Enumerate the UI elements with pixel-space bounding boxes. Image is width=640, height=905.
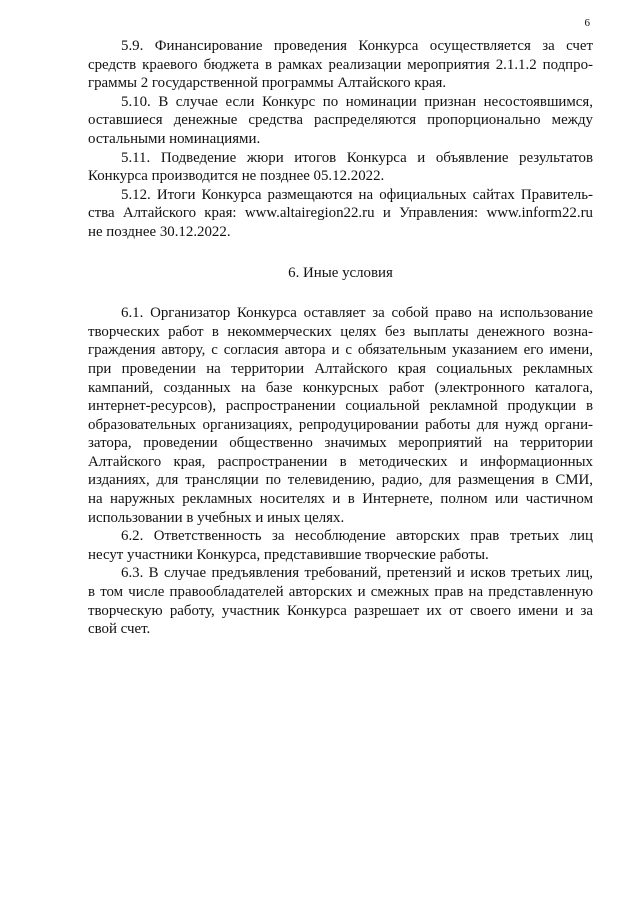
text-line: изданиях, для трансляции по телевидению, радио, для размещения в СМИ, <box>88 472 593 489</box>
text-line: несут участники Конкурса, представившие творческие работы. <box>88 546 489 563</box>
text-line: при проведении на территории Алтайского края социальных рекламных <box>88 360 593 377</box>
text-line: затора, проведении общественно значимых мероприятий на территории <box>88 435 593 452</box>
text-line: интернет-ресурсов), распространении социальной рекламной продукции в <box>88 398 593 415</box>
paragraph-5-12 <box>88 186 593 242</box>
text-line: остальными номинациями. <box>88 130 261 147</box>
text-line: оставшиеся денежные средства распределяются пропорционально между <box>88 112 593 129</box>
text-line: творческую работу, участник Конкурса разрешает их от своего имени и за <box>88 602 593 619</box>
text-line: кампаний, созданных на базе конкурсных работ (электронного каталога, <box>88 379 593 396</box>
section-6 <box>88 304 593 639</box>
paragraph-5-9 <box>88 37 593 93</box>
document-body <box>88 37 593 639</box>
text-line: Конкурса производится не позднее 05.12.2022. <box>88 168 385 185</box>
text-line: 6.2. Ответственность за несоблюдение авторских прав третьих лиц <box>121 528 593 545</box>
text-line: творческих работ в некоммерческих целях без выплаты денежного возна- <box>88 323 593 340</box>
paragraph-6-3 <box>88 564 593 638</box>
text-line: в том числе правообладателей авторских и смежных прав на представленную <box>88 584 593 601</box>
text-line: 5.10. В случае если Конкурс по номинации признан несостоявшимся, <box>121 93 593 110</box>
text-line: на наружных рекламных носителях и в Интернете, полном или частичном <box>88 491 593 508</box>
text-line: 5.12. Итоги Конкурса размещаются на официальных сайтах Правитель- <box>121 186 593 203</box>
text-line: 6.1. Организатор Конкурса оставляет за собой право на использование <box>121 305 593 322</box>
text-line: 5.9. Финансирование проведения Конкурса осуществляется за счет <box>121 38 593 54</box>
text-line: средств краевого бюджета в рамках реализации мероприятия 2.1.1.2 подпро- <box>88 56 593 73</box>
text-line: образовательных организациях, репродуцировании работы для нужд органи- <box>88 416 593 433</box>
text-line: свой счет. <box>88 621 151 638</box>
text-line: ства Алтайского края: www.altairegion22.ru и Управления: www.inform22.ru <box>88 205 593 222</box>
paragraph-5-11 <box>88 149 593 186</box>
text-line: 5.11. Подведение жюри итогов Конкурса и объявление результатов <box>121 149 593 166</box>
paragraph-6-1 <box>88 304 593 527</box>
section-5-continuation <box>88 37 593 242</box>
text-line: граммы 2 государственной программы Алтайского края. <box>88 75 447 92</box>
text-line: Алтайского края, распространении в методических и информационных <box>88 453 593 470</box>
paragraph-6-2 <box>88 527 593 564</box>
page-number: 6 <box>584 17 590 29</box>
text-line: 6.3. В случае предъявления требований, претензий и исков третьих лиц, <box>121 565 593 582</box>
text-line: использовании в учебных и иных целях. <box>88 509 345 526</box>
paragraph-5-10 <box>88 93 593 149</box>
text-line: граждения автору, с согласия автора и с обязательным указанием его имени, <box>88 342 593 359</box>
section-6-heading: 6. Иные условия <box>288 264 393 281</box>
text-line: не позднее 30.12.2022. <box>88 223 231 240</box>
